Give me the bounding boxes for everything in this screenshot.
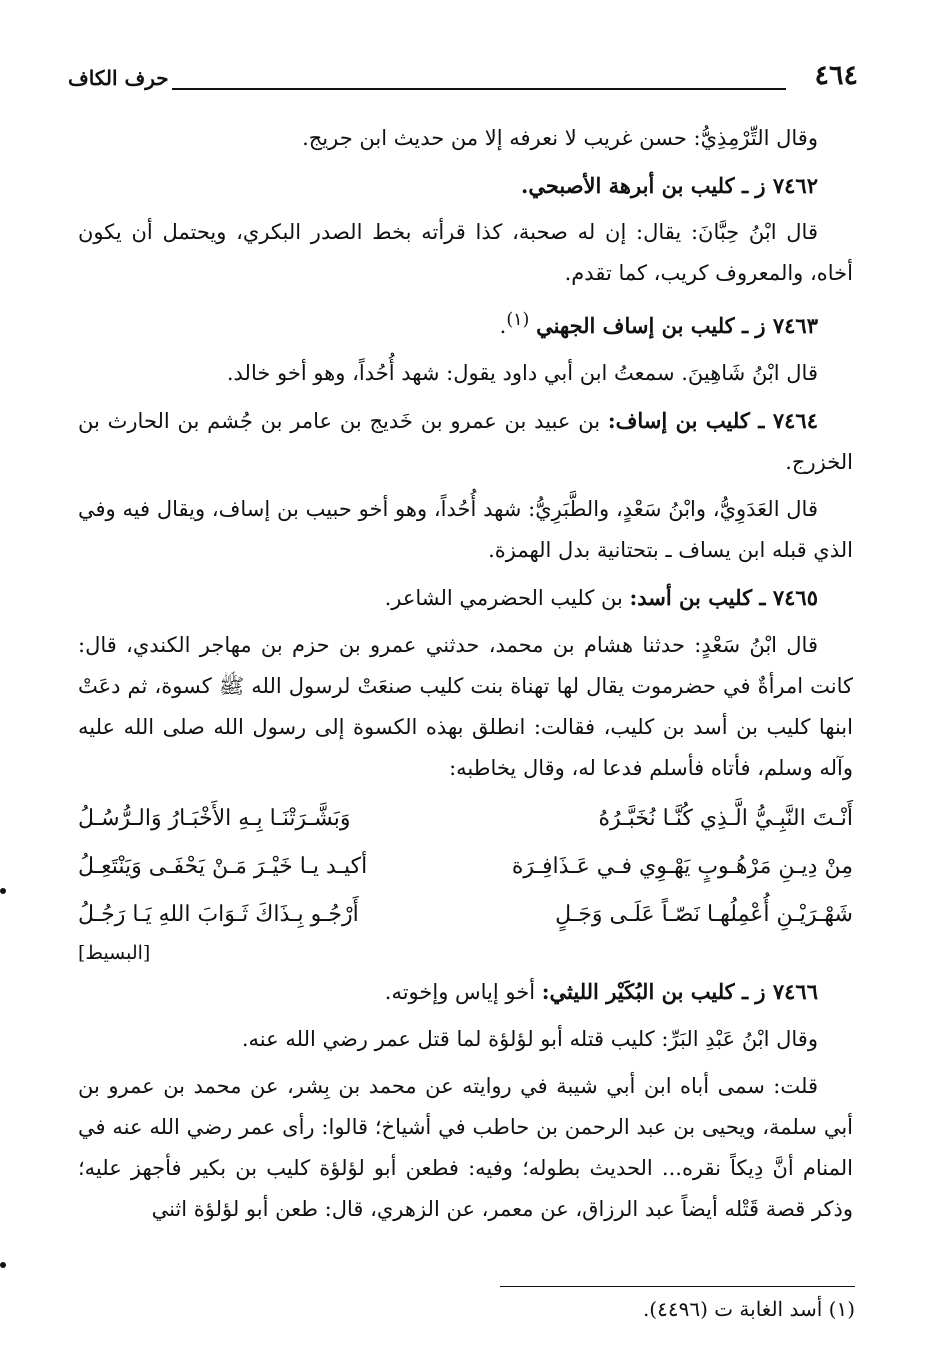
entry-title-7464: ٧٤٦٤ ـ كليب بن إساف: — [607, 408, 818, 433]
verse-second-hemistich: أكيـد يـا خَيْـرَ مَـنْ يَحْفَـى وَيَنْتَعِـلُ — [78, 854, 368, 879]
page-number: ٤٦٤ — [814, 60, 858, 91]
verse-first-hemistich: شَهْـرَيْـنِ أُعْمِلُهـا نَصّـاً عَلَـى وَجَـلٍ — [555, 902, 853, 927]
scan-speck — [0, 1262, 6, 1268]
page-header — [68, 60, 858, 100]
poem-verse — [78, 891, 853, 939]
entry-note-7466: قلت: سمى أباه ابن أبي شيبة في روايته عن محمد بن بِشر، عن محمد بن عمرو بن أبي سلمة، ويحيى بن عبد الرحمن بن حاطب في أشياخ؛ قالوا: رأى عمر رضي الله عنه في المنام أنَّ دِيكاً نقره... الحديث بطوله؛ وفيه: فطعن أبو لؤلؤة كليب بن بكير فأجهز عليه؛ وذكر قصة قَتْله أيضاً عبد الرزاق، عن معمر، عن الزهري، قال: طعن أبو لؤلؤة اثني — [78, 1074, 853, 1221]
verse-second-hemistich: وَبَشَّـرَتْنَـا بِـهِ الأَخْبَـارُ وَالـرُّسُـلُ — [78, 806, 351, 831]
entry-heading-7462: ٧٤٦٢ ز ـ كليب بن أبرهة الأصبحي. — [521, 173, 818, 198]
entry-title-7466: ٧٤٦٦ ز ـ كليب بن البُكَيْر الليثي: — [541, 979, 818, 1004]
entry-title-7463: ٧٤٦٣ ز ـ كليب بن إساف الجهني — [536, 313, 818, 338]
chapter-title: حرف الكاف — [68, 66, 169, 90]
page-body — [78, 118, 853, 1236]
footnote-rule — [500, 1286, 855, 1287]
paragraph: وقال التِّرْمِذِيُّ: حسن غريب لا نعرفه إلا من حديث ابن جريج. — [302, 126, 818, 150]
entry-title-7465: ٧٤٦٥ ـ كليب بن أسد: — [629, 585, 818, 610]
footnote-ref: (١) — [506, 310, 530, 330]
entry-heading-7465 — [78, 577, 853, 619]
poem-verse — [78, 795, 853, 843]
entry-lineage-7464: بن عبيد بن عمرو بن خَديج بن عامر بن جُشم بن الحارث بن الخزرج. — [78, 409, 853, 474]
verse-second-hemistich: أَرْجُـو بِـذَاكَ ثَـوَابَ اللهِ يَـا رَجُـلُ — [78, 902, 359, 927]
scan-speck — [0, 888, 6, 894]
footnote: (١) أسد الغابة ت (٤٤٩٦). — [642, 1297, 855, 1321]
poem-meter: [البسيط] — [78, 942, 151, 964]
entry-text-7464: قال العَدَوِيُّ، وابْنُ سَعْدٍ، والطَّبَرِيُّ: شهد أُحُداً، وهو أخو حبيب بن إساف، ويقال فيه وفي الذي قبله ابن يساف ـ بتحتانية بدل الهمزة. — [78, 497, 853, 562]
verse-first-hemistich: مِنْ دِيـنِ مَرْهُـوبٍ يَهْـوِي فـي عَـذَافِـرَة — [511, 854, 853, 879]
footnotes — [78, 1286, 855, 1321]
entry-text-7466: وقال ابْنُ عَبْدِ البَرِّ: كليب قتله أبو لؤلؤة لما قتل عمر رضي الله عنه. — [241, 1027, 818, 1051]
entry-text-7465: قال ابْنُ سَعْدٍ: حدثنا هشام بن محمد، حدثني عمرو بن حزم بن مهاجر الكندي، قال: كانت امرأةٌ في حضرموت يقال لها تهناة بنت كليب صنعَتْ لرسول الله ﷺ كسوة، ثم دعَتْ ابنها كليب بن أسد بن كليب، فقالت: انطلق بهذه الكسوة إلى رسول الله صلى الله عليه وآله وسلم، فأتاه فأسلم فدعا له، وقال يخاطبه: — [78, 633, 853, 780]
entry-lineage-7466: أخو إياس وإخوته. — [384, 980, 536, 1004]
header-rule — [172, 88, 786, 90]
verse-first-hemistich: أَنْـتَ النَّبِـيُّ الَّـذِي كُنَّـا نُخَبَّـرُهُ — [598, 806, 853, 831]
entry-text-7463: قال ابْنُ شَاهِينَ. سمعتُ ابن أبي داود يقول: شهد أُحُداً، وهو أخو خالد. — [226, 361, 818, 385]
poem-verse — [78, 843, 853, 891]
poem — [78, 795, 853, 967]
entry-lineage-7465: بن كليب الحضرمي الشاعر. — [384, 586, 623, 610]
entry-text-7462: قال ابْنُ حِبَّانَ: يقال: إن له صحبة، كذا قرأته بخط الصدر البكري، ويحتمل أن يكون أخاه، والمعروف كريب، كما تقدم. — [78, 220, 853, 285]
entry-heading-7466 — [78, 971, 853, 1013]
entry-heading-7464 — [78, 400, 853, 483]
entry-heading-7463: ٧٤٦٣ ز ـ كليب بن إساف الجهني $^{(١)}$. — [499, 310, 818, 338]
